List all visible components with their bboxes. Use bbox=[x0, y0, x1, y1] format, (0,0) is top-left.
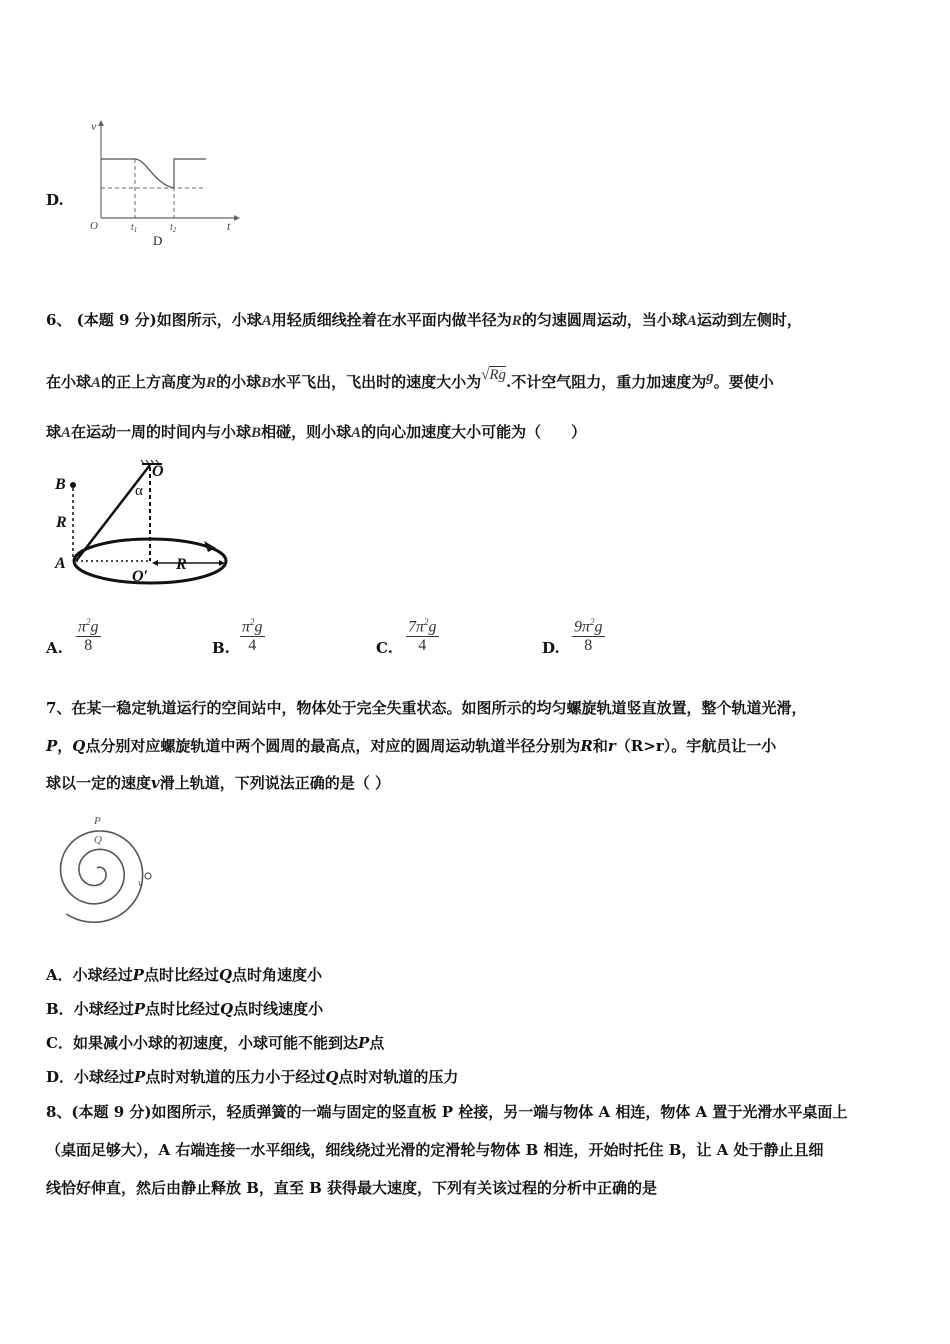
q6-line-3: 球A在运动一周的时间内与小球B相碰，则小球A的向心加速度大小可能为（ ） bbox=[46, 423, 587, 441]
svg-text:O′: O′ bbox=[132, 568, 149, 585]
q8-line-2: （桌面足够大），A 右端连接一水平细线，细线绕过光滑的定滑轮与物体 B 相连，开始时托住 B，让 A 处于静止且细 bbox=[46, 1141, 824, 1159]
small-ball bbox=[145, 873, 151, 879]
q8-line-3: 线恰好伸直，然后由静止释放 B，直至 B 获得最大速度，下列有关该过程的分析中正确的是 bbox=[46, 1179, 658, 1197]
velocity-curve bbox=[101, 159, 206, 188]
sqrt-expression: √Rg bbox=[481, 367, 507, 383]
q7-option-c: C．如果减小小球的初速度，小球可能不能到达P点 bbox=[46, 1034, 385, 1052]
q7-line-1: 7、在某一稳定轨道运行的空间站中，物体处于完全失重状态。如图所示的均匀螺旋轨道竖直放置，整个轨道光滑， bbox=[46, 699, 807, 717]
q6-line-2: 在小球A的正上方高度为R的小球B水平飞出，飞出时的速度大小为√Rg.不计空气阻力，重力加速度为g。要使小 bbox=[46, 367, 774, 391]
ball-b bbox=[70, 482, 76, 488]
svg-text:α: α bbox=[135, 483, 143, 499]
q7-line-3: 球以一定的速度v滑上轨道，下列说法正确的是（ ） bbox=[46, 774, 390, 792]
q6-option-a-fraction: $\frac{\pi^2g}{8}$ bbox=[78, 617, 99, 655]
svg-text:R: R bbox=[56, 514, 67, 531]
svg-text:B: B bbox=[55, 476, 66, 493]
q7-option-d: D．小球经过P点时对轨道的压力小于经过Q点时对轨道的压力 bbox=[46, 1068, 459, 1086]
q6-option-c-fraction: $\frac{7\pi^2g}{4}$ bbox=[408, 617, 437, 655]
svg-text:P: P bbox=[94, 815, 101, 827]
q6-option-c-label: C. bbox=[376, 639, 393, 657]
q7-spiral-figure bbox=[50, 810, 170, 935]
svg-text:Q: Q bbox=[94, 834, 102, 846]
origin-label: O bbox=[90, 220, 98, 232]
q7-line-2: P，Q点分别对应螺旋轨道中两个圆周的最高点，对应的圆周运动轨道半径分别为R和r（R>r）。宇航员让一小 bbox=[46, 737, 777, 755]
q6-line-1: 6、 (本题 9 分)如图所示，小球A用轻质细线拴着在水平面内做半径为R的匀速圆周运动，当小球A运动到左侧时， bbox=[46, 311, 802, 329]
q6-option-b-fraction: $\frac{\pi^2g}{4}$ bbox=[242, 617, 263, 655]
q7-option-b: B．小球经过P点时比经过Q点时线速度小 bbox=[46, 1000, 324, 1018]
q8-line-1: 8、(本题 9 分)如图所示，轻质弹簧的一端与固定的竖直板 P 栓接，另一端与物体 A 相连，物体 A 置于光滑水平桌面上 bbox=[46, 1103, 848, 1121]
q6-option-a-label: A. bbox=[46, 639, 63, 657]
q5-vt-graph bbox=[84, 118, 244, 250]
x-axis-label: t bbox=[227, 219, 231, 233]
q6-figure bbox=[48, 455, 238, 590]
q7-option-a: A．小球经过P点时比经过Q点时角速度小 bbox=[46, 966, 323, 984]
q6-option-b-label: B. bbox=[212, 639, 230, 657]
t1-label: $t_1$ bbox=[131, 222, 138, 234]
svg-text:O: O bbox=[152, 463, 164, 480]
q6-option-d-fraction: $\frac{9\pi^2g}{8}$ bbox=[574, 617, 603, 655]
q5-option-d-label: D. bbox=[46, 191, 64, 209]
string bbox=[76, 465, 150, 561]
svg-text:A: A bbox=[55, 555, 66, 572]
svg-text:R: R bbox=[176, 556, 187, 573]
svg-text:v: v bbox=[138, 878, 143, 889]
t2-label: $t_2$ bbox=[170, 222, 177, 234]
q6-option-d-label: D. bbox=[542, 639, 560, 657]
graph-caption: D bbox=[153, 233, 163, 248]
y-axis-label: v bbox=[91, 119, 97, 133]
